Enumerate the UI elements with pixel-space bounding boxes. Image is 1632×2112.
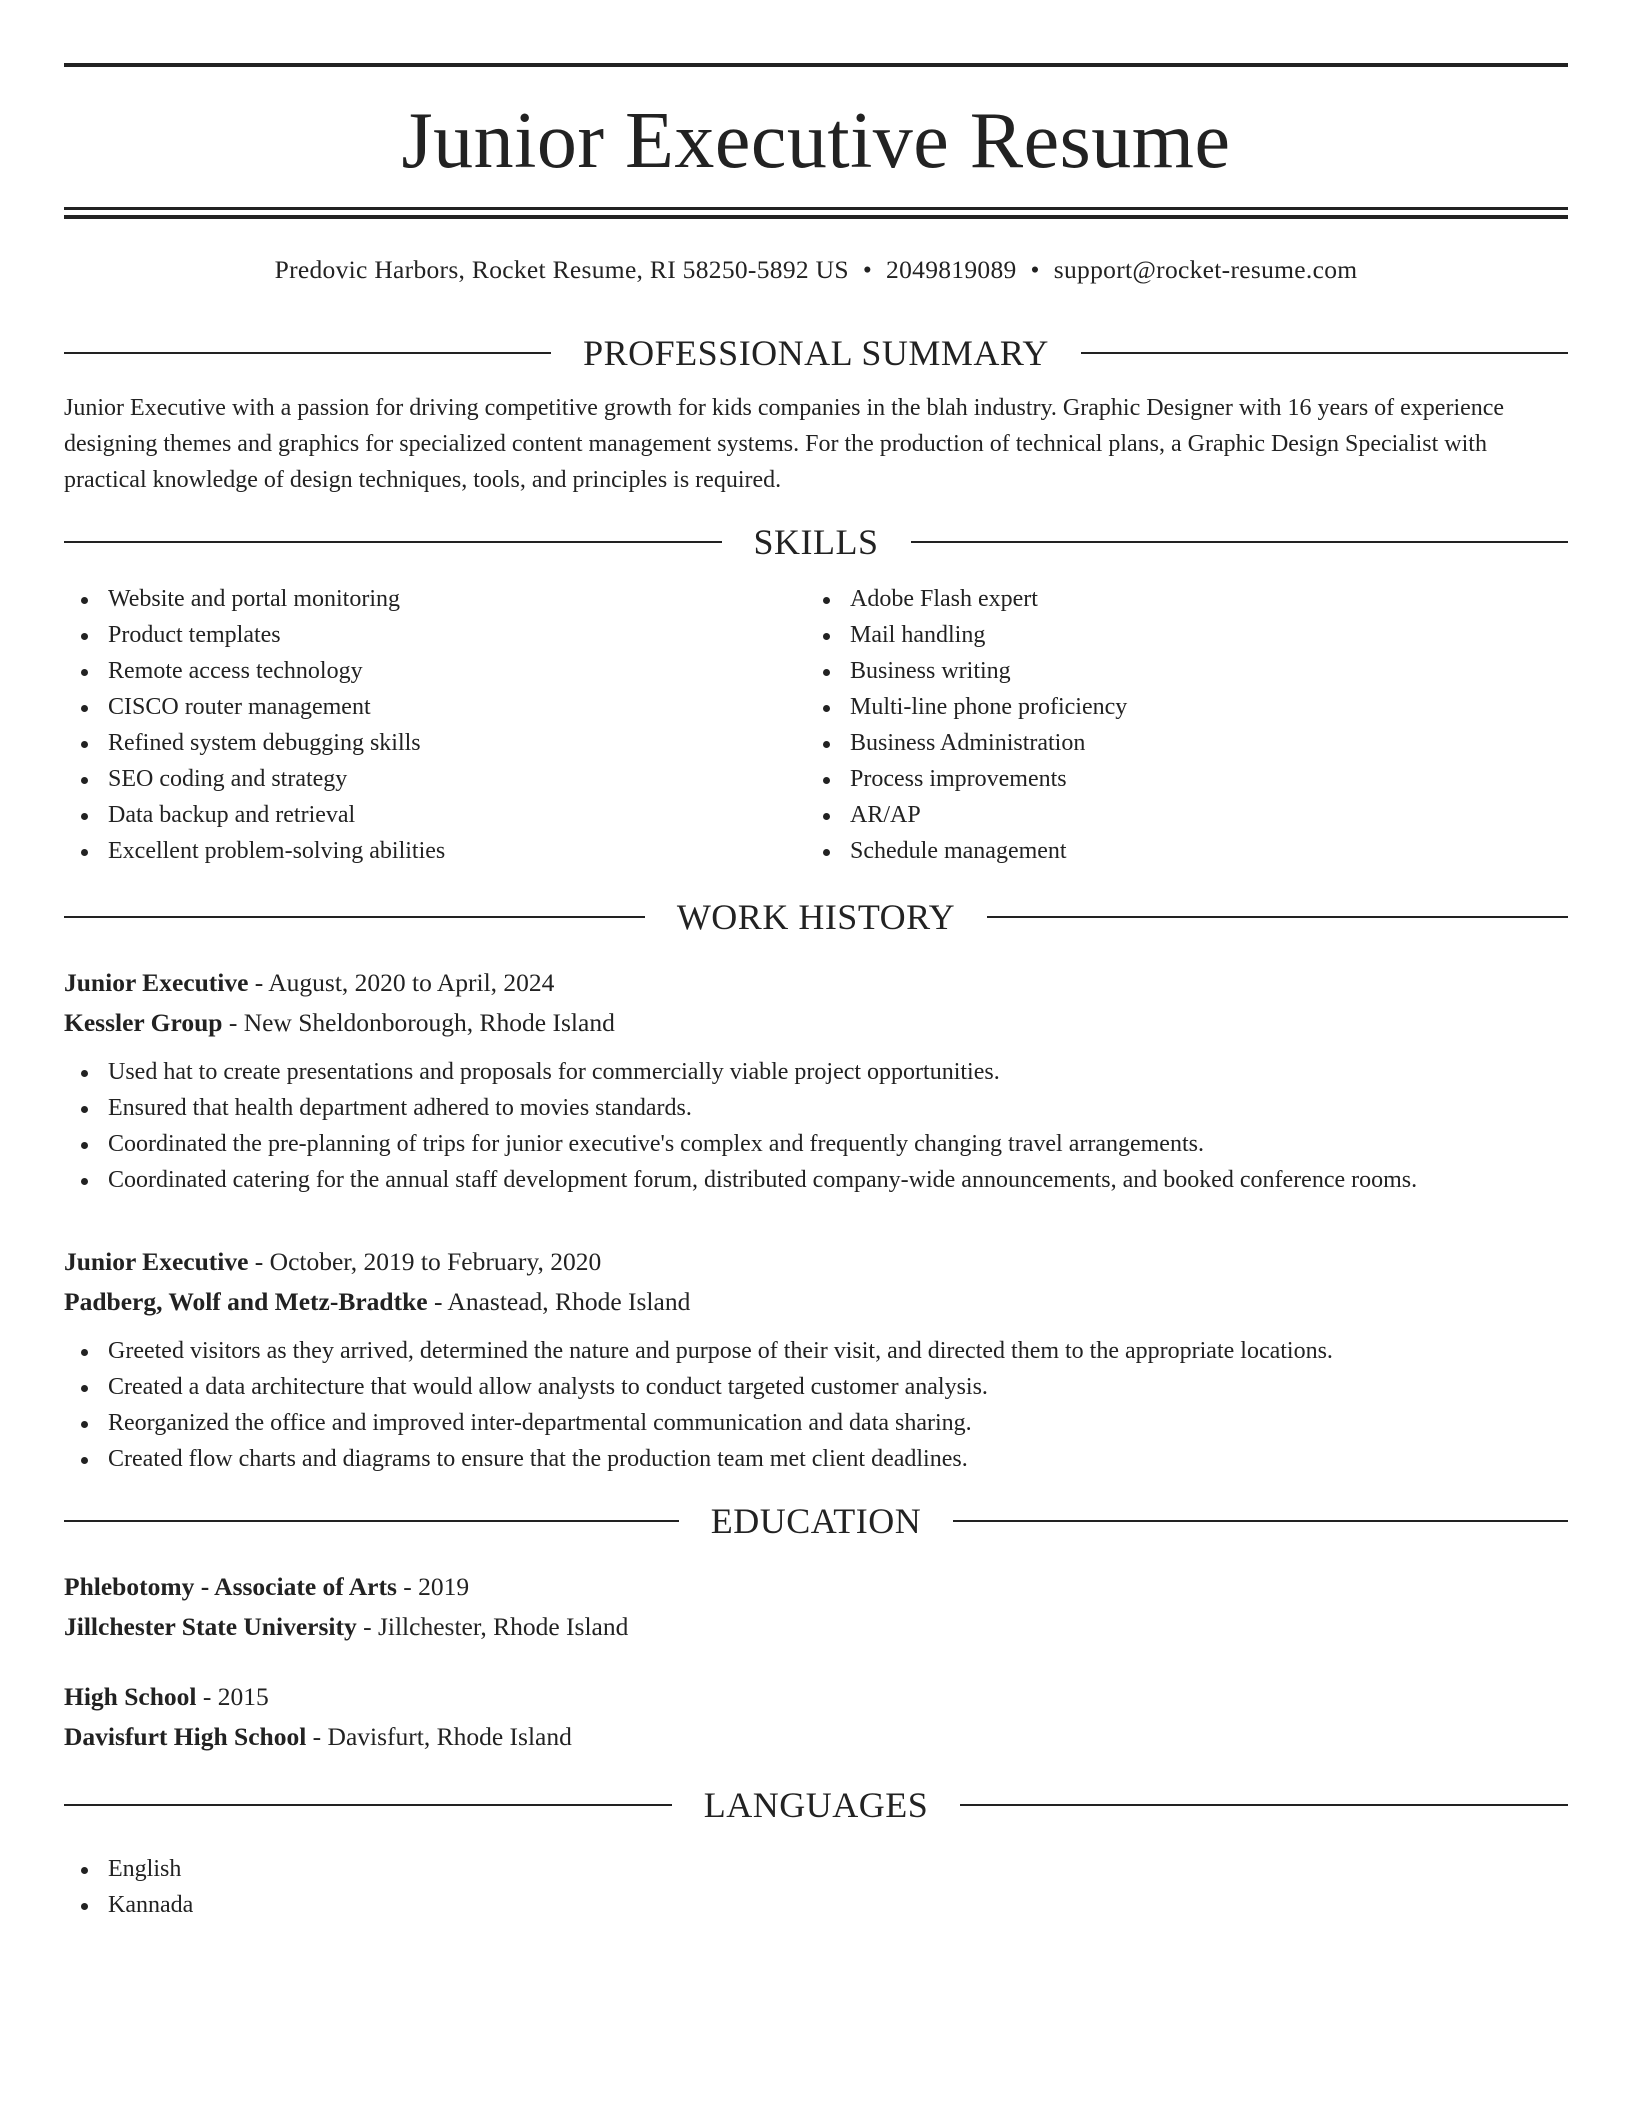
skill-item: Multi-line phone proficiency xyxy=(806,689,1548,725)
contact-separator: • xyxy=(1030,255,1040,284)
skill-item: Remote access technology xyxy=(64,653,806,689)
job-title: Junior Executive xyxy=(64,968,249,997)
heading-rule xyxy=(64,541,722,543)
job-bullet: Created flow charts and diagrams to ensure that the production team met client deadlines. xyxy=(64,1441,1568,1477)
contact-email: support@rocket-resume.com xyxy=(1053,255,1358,284)
section-heading-languages xyxy=(64,1785,1568,1825)
summary-text: Junior Executive with a passion for driving competitive growth for kids companies in the blah industry. Graphic Designer with 16 years of experience designing themes and graphics for specialized content management systems. For the production of technical plans, a Graphic Design Specialist with practical knowledge of design techniques, tools, and principles is required. xyxy=(64,395,1505,493)
language-item: Kannada xyxy=(64,1887,1568,1923)
education-degree: Phlebotomy - Associate of Arts xyxy=(64,1572,397,1601)
section-heading-education xyxy=(64,1501,1568,1541)
job-company: Kessler Group xyxy=(64,1008,223,1037)
job-bullet: Created a data architecture that would allow analysts to conduct targeted customer analysis. xyxy=(64,1369,1568,1405)
heading-rule xyxy=(64,352,551,354)
job-bullet: Ensured that health department adhered to movies standards. xyxy=(64,1090,1568,1126)
skill-item: Website and portal monitoring xyxy=(64,581,806,617)
languages-list xyxy=(64,1851,1568,1923)
heading-rule xyxy=(960,1804,1568,1806)
job-title: Junior Executive xyxy=(64,1247,249,1276)
job-bullets xyxy=(64,1054,1568,1198)
section-title: LANGUAGES xyxy=(703,1785,929,1825)
section-heading-work-history xyxy=(64,897,1568,937)
skill-item: Process improvements xyxy=(806,761,1548,797)
skills-list-right xyxy=(806,581,1548,869)
contact-address: Predovic Harbors, Rocket Resume, RI 58250-5892 US xyxy=(274,255,849,284)
skill-item: Product templates xyxy=(64,617,806,653)
education-degree-line xyxy=(64,1567,1568,1607)
job-location: - Anastead, Rhode Island xyxy=(427,1287,691,1316)
heading-rule xyxy=(1081,352,1568,354)
job-company-line xyxy=(64,1282,1568,1322)
heading-rule xyxy=(64,916,645,918)
skill-item: AR/AP xyxy=(806,797,1548,833)
section-title: WORK HISTORY xyxy=(676,897,956,937)
job-bullet: Coordinated the pre-planning of trips for junior executive's complex and frequently changing travel arrangements. xyxy=(64,1126,1568,1162)
job-location: - New Sheldonborough, Rhode Island xyxy=(222,1008,615,1037)
heading-rule xyxy=(64,1520,679,1522)
skill-item: Excellent problem-solving abilities xyxy=(64,833,806,869)
education-degree-line xyxy=(64,1677,1568,1717)
contact-separator: • xyxy=(862,255,873,284)
job-bullet: Reorganized the office and improved inter-departmental communication and data sharing. xyxy=(64,1405,1568,1441)
education-entry xyxy=(64,1677,1568,1757)
job-title-line xyxy=(64,963,1568,1003)
education-year: - 2019 xyxy=(396,1572,470,1601)
resume-title: Junior Executive Resume xyxy=(401,97,1231,185)
job-bullet: Coordinated catering for the annual staff development forum, distributed company-wide announcements, and booked conference rooms. xyxy=(64,1162,1568,1198)
section-title: PROFESSIONAL SUMMARY xyxy=(583,333,1049,373)
job-bullet: Used hat to create presentations and proposals for commercially viable project opportunities. xyxy=(64,1054,1568,1090)
language-item: English xyxy=(64,1851,1568,1887)
skill-item: Business Administration xyxy=(806,725,1548,761)
heading-rule xyxy=(64,1804,672,1806)
education-school: Davisfurt High School xyxy=(64,1722,307,1751)
contact-phone: 2049819089 xyxy=(886,255,1017,284)
heading-rule xyxy=(987,916,1568,918)
skills-list-left xyxy=(64,581,806,869)
section-title: SKILLS xyxy=(753,522,879,562)
education-location: - Davisfurt, Rhode Island xyxy=(306,1722,572,1751)
job-company-line xyxy=(64,1003,1568,1043)
top-rule xyxy=(64,63,1568,67)
education-year: - 2015 xyxy=(196,1682,269,1711)
job-entry xyxy=(64,963,1568,1198)
skills-columns xyxy=(64,581,1568,869)
job-company: Padberg, Wolf and Metz-Bradtke xyxy=(64,1287,428,1316)
job-entry xyxy=(64,1242,1568,1477)
job-dates: - October, 2019 to February, 2020 xyxy=(248,1247,602,1276)
contact-line xyxy=(64,255,1568,285)
skill-item: Business writing xyxy=(806,653,1548,689)
skill-item: CISCO router management xyxy=(64,689,806,725)
education-location: - Jillchester, Rhode Island xyxy=(356,1612,629,1641)
education-school-line xyxy=(64,1717,1568,1757)
skill-item: Adobe Flash expert xyxy=(806,581,1548,617)
job-bullets xyxy=(64,1333,1568,1477)
title-double-rule xyxy=(64,207,1568,219)
education-entry xyxy=(64,1567,1568,1647)
skill-item: Refined system debugging skills xyxy=(64,725,806,761)
skill-item: SEO coding and strategy xyxy=(64,761,806,797)
section-heading-skills xyxy=(64,522,1568,562)
skill-item: Mail handling xyxy=(806,617,1548,653)
skill-item: Data backup and retrieval xyxy=(64,797,806,833)
heading-rule xyxy=(911,541,1569,543)
section-heading-summary xyxy=(64,333,1568,373)
job-dates: - August, 2020 to April, 2024 xyxy=(248,968,555,997)
education-degree: High School xyxy=(64,1682,197,1711)
education-school: Jillchester State University xyxy=(64,1612,357,1641)
heading-rule xyxy=(953,1520,1568,1522)
job-bullet: Greeted visitors as they arrived, determined the nature and purpose of their visit, and directed them to the appropriate locations. xyxy=(64,1333,1568,1369)
skill-item: Schedule management xyxy=(806,833,1548,869)
job-title-line xyxy=(64,1242,1568,1282)
section-title: EDUCATION xyxy=(710,1501,922,1541)
education-school-line xyxy=(64,1607,1568,1647)
